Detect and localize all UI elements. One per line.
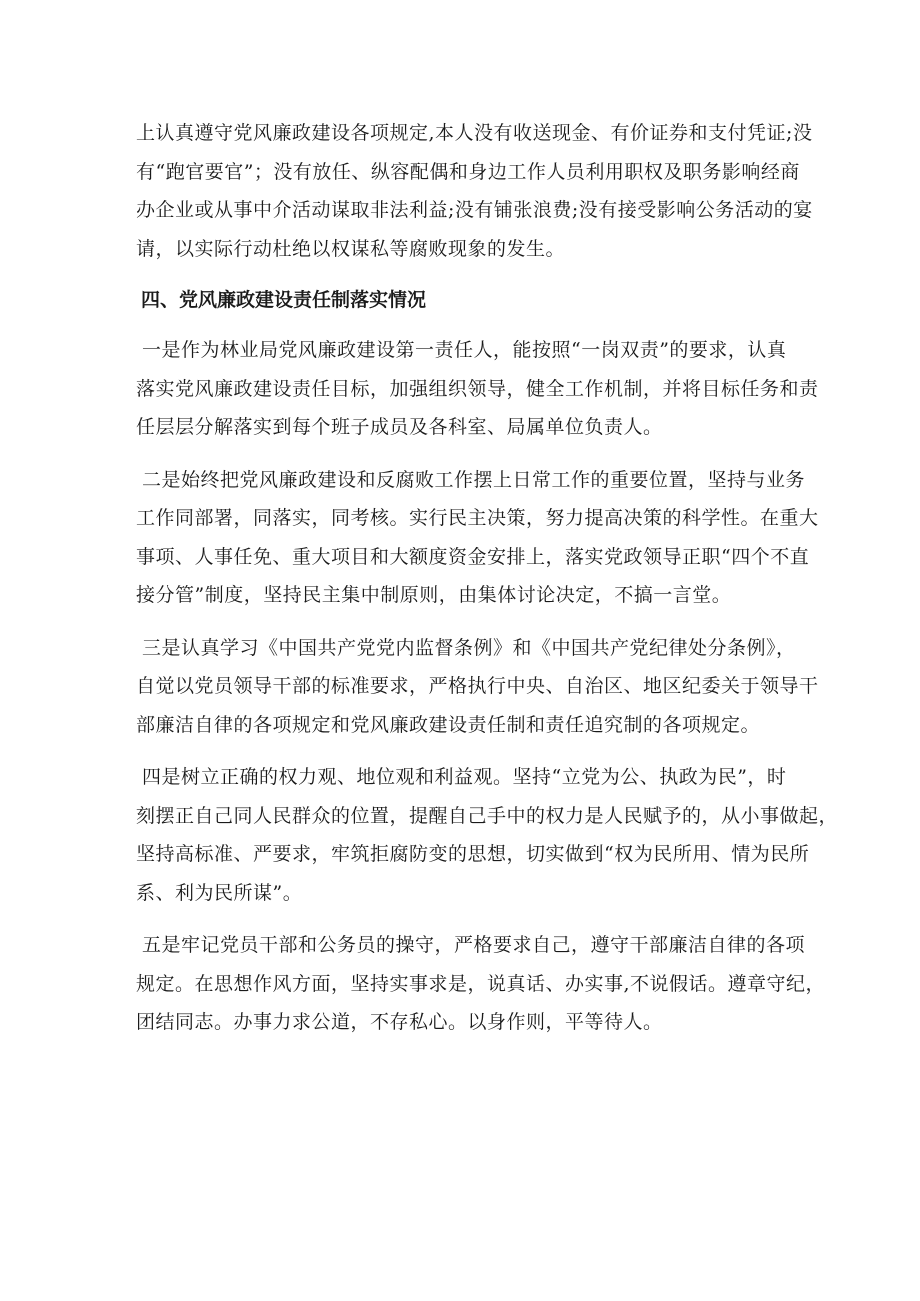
paragraph-5 [136, 926, 826, 1042]
document-page [136, 114, 839, 1042]
paragraph-line: 刻摆正自己同人民群众的位置，提醒自己手中的权力是人民赋予的，从小事做起， [136, 804, 839, 827]
paragraph-line: 任层层分解落实到每个班子成员及各科室、局属单位负责人。 [136, 416, 663, 438]
paragraph-3 [136, 629, 819, 745]
paragraph-line: 四是树立正确的权力观、地位观和利益观。坚持“立党为公、执政为民”，时 [142, 766, 787, 788]
section-heading: 四、党风廉政建设责任制落实情况 [141, 289, 427, 311]
paragraph-1 [136, 331, 819, 447]
paragraph-line: 二是始终把党风廉政建设和反腐败工作摆上日常工作的重要位置，坚持与业务 [142, 468, 806, 491]
paragraph-line: 坚持高标准、严要求，牢筑拒腐防变的思想，切实做到“权为民所用、情为民所 [136, 843, 810, 865]
paragraph-4 [136, 758, 839, 912]
paragraph-line: 自觉以党员领导干部的标准要求，严格执行中央、自治区、地区纪委关于领导干 [136, 675, 819, 697]
intro-paragraph [136, 114, 813, 268]
paragraph-line: 有“跑官要官”；没有放任、纵容配偶和身边工作人员利用职权及职务影响经商 [136, 160, 800, 183]
paragraph-line: 三是认真学习《中国共产党党内监督条例》和《中国共产党纪律处分条例》， [142, 636, 796, 659]
paragraph-line: 团结同志。办事力求公道，不存私心。以身作则，平等待人。 [136, 1011, 663, 1033]
paragraph-line: 部廉洁自律的各项规定和党风廉政建设责任制和责任追究制的各项规定。 [136, 713, 761, 736]
paragraph-line: 系、利为民所谋”。 [136, 881, 303, 904]
paragraph-2 [136, 461, 819, 615]
paragraph-line: 一是作为林业局党风廉政建设第一责任人，能按照“一岗双责”的要求，认真 [142, 339, 787, 361]
paragraph-line: 接分管”制度，坚持民主集中制原则，由集体讨论决定，不搞一言堂。 [136, 584, 732, 606]
paragraph-line: 规定。在思想作风方面，坚持实事求是，说真话、办实事,不说假话。遵章守纪， [136, 972, 826, 995]
paragraph-line: 请，以实际行动杜绝以权谋私等腐败现象的发生。 [136, 237, 566, 260]
paragraph-line: 工作同部署，同落实，同考核。实行民主决策，努力提高决策的科学性。在重大 [136, 507, 819, 529]
paragraph-line: 上认真遵守党风廉政建设各项规定,本人没有收送现金、有价证券和支付凭证;没 [136, 122, 813, 144]
paragraph-line: 五是牢记党员干部和公务员的操守，严格要求自己，遵守干部廉洁自律的各项 [142, 934, 806, 956]
paragraph-line: 办企业或从事中介活动谋取非法利益;没有铺张浪费;没有接受影响公务活动的宴 [136, 199, 813, 221]
paragraph-line: 落实党风廉政建设责任目标，加强组织领导，健全工作机制，并将目标任务和责 [136, 377, 819, 400]
paragraph-line: 事项、人事任免、重大项目和大额度资金安排上，落实党政领导正职“四个不直 [136, 545, 810, 568]
